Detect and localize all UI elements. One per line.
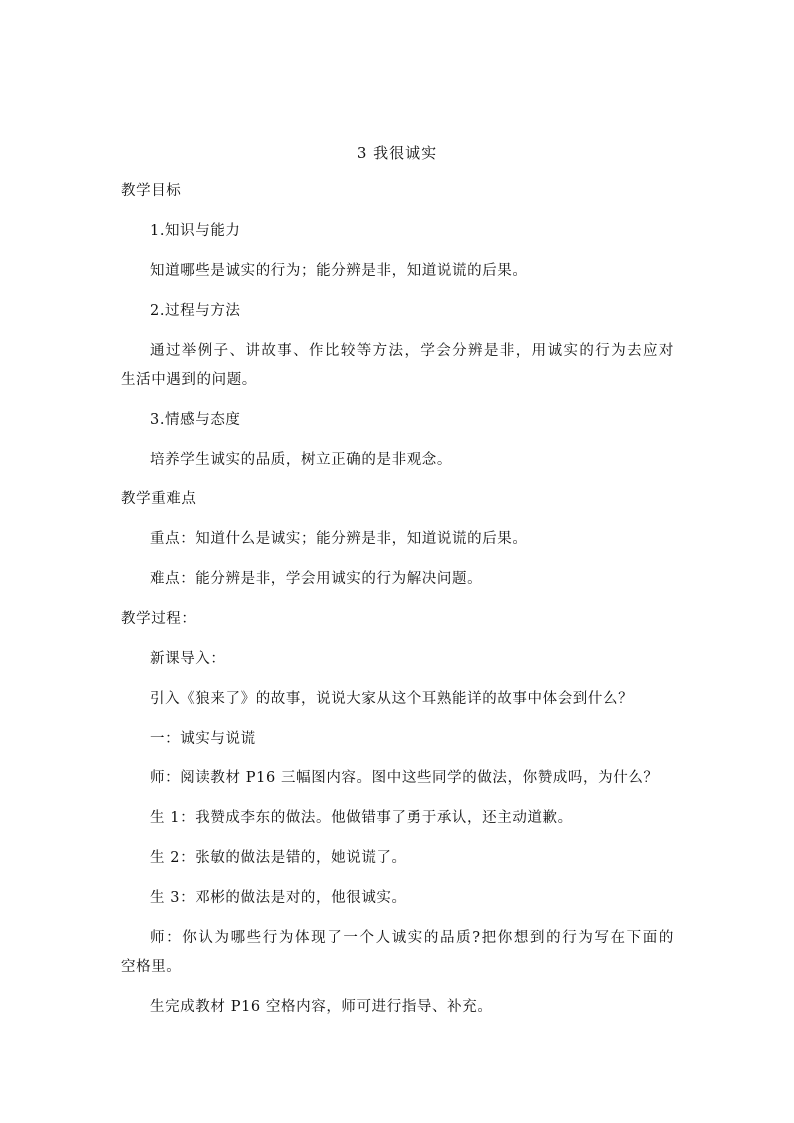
paragraph-student-3: 生 3：邓彬的做法是对的，他很诚实。 xyxy=(150,890,407,906)
paragraph-key-point: 重点：知道什么是诚实；能分辨是非，知道说谎的后果。 xyxy=(150,531,528,547)
paragraph-teacher-2-line1: 师：你认为哪些行为体现了一个人诚实的品质?把你想到的行为写在下面的 xyxy=(150,930,674,946)
paragraph-process-method-line2: 生活中遇到的问题。 xyxy=(121,372,257,388)
page-title: 3 我很诚实 xyxy=(356,144,438,162)
subheading-emotion-attitude: 3.情感与态度 xyxy=(150,412,241,428)
subheading-knowledge-ability: 1.知识与能力 xyxy=(150,223,241,239)
subheading-process-method: 2.过程与方法 xyxy=(150,303,241,319)
paragraph-difficult-point: 难点：能分辨是非，学会用诚实的行为解决问题。 xyxy=(150,571,483,587)
paragraph-student-task: 生完成教材 P16 空格内容，师可进行指导、补充。 xyxy=(150,999,493,1015)
subheading-intro: 新课导入： xyxy=(150,651,226,667)
paragraph-teacher-1: 师：阅读教材 P16 三幅图内容。图中这些同学的做法，你赞成吗，为什么？ xyxy=(150,770,659,786)
paragraph-student-2: 生 2：张敏的做法是错的，她说谎了。 xyxy=(150,850,407,866)
paragraph-intro: 引入《狼来了》的故事，说说大家从这个耳熟能详的故事中体会到什么？ xyxy=(150,691,634,707)
paragraph-emotion-attitude: 培养学生诚实的品质，树立正确的是非观念。 xyxy=(150,452,452,468)
paragraph-student-1: 生 1：我赞成李东的做法。他做错事了勇于承认，还主动道歉。 xyxy=(150,810,573,826)
section-heading-key-difficult: 教学重难点 xyxy=(121,491,197,507)
paragraph-process-method-line1: 通过举例子、讲故事、作比较等方法，学会分辨是非，用诚实的行为去应对 xyxy=(150,343,674,359)
paragraph-knowledge-ability: 知道哪些是诚实的行为；能分辨是非，知道说谎的后果。 xyxy=(150,263,528,279)
section-heading-goals: 教学目标 xyxy=(121,183,182,199)
section-heading-process: 教学过程： xyxy=(121,611,197,627)
paragraph-teacher-2-line2: 空格里。 xyxy=(121,959,182,975)
subheading-honesty-lying: 一：诚实与说谎 xyxy=(150,731,256,747)
